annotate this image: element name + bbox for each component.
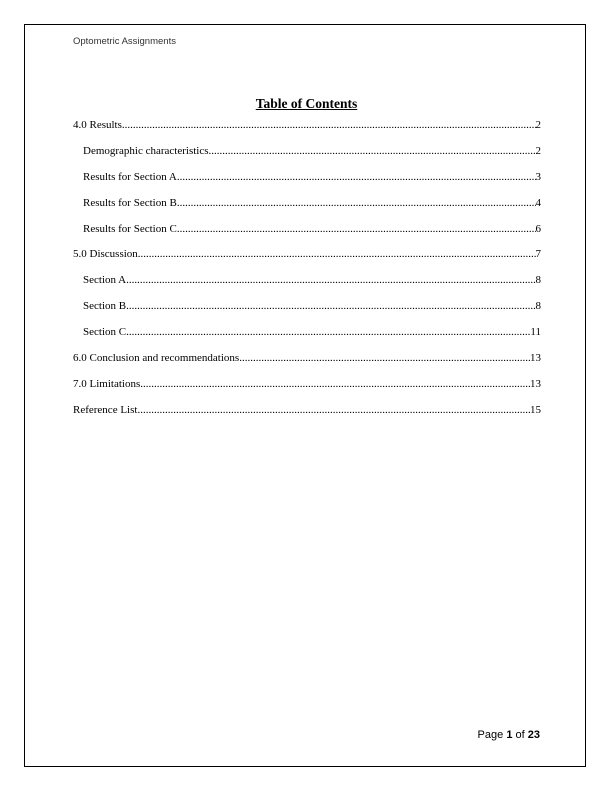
toc-entry-text: 5.0 Discussion [73,248,138,261]
toc-entry[interactable] [73,171,541,197]
toc-entry-page: 8 [535,300,541,313]
toc-entry-page: 2 [535,144,541,157]
toc-title: Table of Contents [255,96,358,111]
toc-entry[interactable] [73,145,541,171]
toc-entry-text: Results for Section C [83,222,177,235]
toc-entry-page: 6 [535,222,541,235]
toc-entry-page: 2 [535,119,541,131]
page-number-footer [478,729,540,741]
toc-entry[interactable] [73,300,541,326]
total-page-count: 23 [527,729,540,741]
toc-entry-page: 4 [535,196,541,209]
toc-entry[interactable] [73,248,541,274]
toc-entry-page: 11 [530,326,541,339]
toc-entry-text: Section B [83,300,127,313]
toc-leader-dots [138,248,536,260]
toc-leader-dots [126,300,535,312]
running-header: Optometric Assignments [73,36,176,47]
current-page-number: 1 [506,729,513,741]
toc-entry[interactable] [73,352,541,378]
toc-entry[interactable] [73,119,541,145]
toc-leader-dots [126,326,530,338]
toc-list [73,119,541,430]
toc-entry-text: 6.0 Conclusion and recommendations [73,352,240,365]
toc-entry[interactable] [73,326,541,352]
toc-entry[interactable] [73,404,541,430]
toc-entry-text: Results for Section B [83,196,177,209]
toc-entry-page: 15 [530,403,541,416]
toc-leader-dots [209,145,536,157]
toc-entry-page: 3 [535,170,541,183]
toc-entry[interactable] [73,274,541,300]
page-prefix: Page [477,729,504,741]
toc-entry[interactable] [73,223,541,249]
page-of-label: of [515,729,525,741]
toc-entry-page: 8 [535,274,541,287]
toc-entry-text: Section A [83,274,127,287]
toc-entry-page: 13 [530,352,541,365]
toc-entry-page: 13 [530,377,541,390]
toc-entry-text: Demographic characteristics [83,144,209,157]
toc-entry-text: Section C [83,326,127,339]
toc-entry-text: Reference List [73,403,138,416]
toc-leader-dots [137,404,530,416]
toc-leader-dots [177,197,536,209]
toc-entry-page: 7 [535,248,541,261]
toc-entry-text: 4.0 Results [73,119,122,131]
toc-entry[interactable] [73,197,541,223]
toc-entry[interactable] [73,378,541,404]
toc-leader-dots [122,119,536,131]
toc-leader-dots [177,171,536,183]
toc-leader-dots [239,352,530,364]
toc-entry-text: 7.0 Limitations [73,377,141,390]
toc-leader-dots [126,274,535,286]
toc-leader-dots [140,378,530,390]
toc-entry-text: Results for Section A [83,170,177,183]
toc-leader-dots [177,223,536,235]
